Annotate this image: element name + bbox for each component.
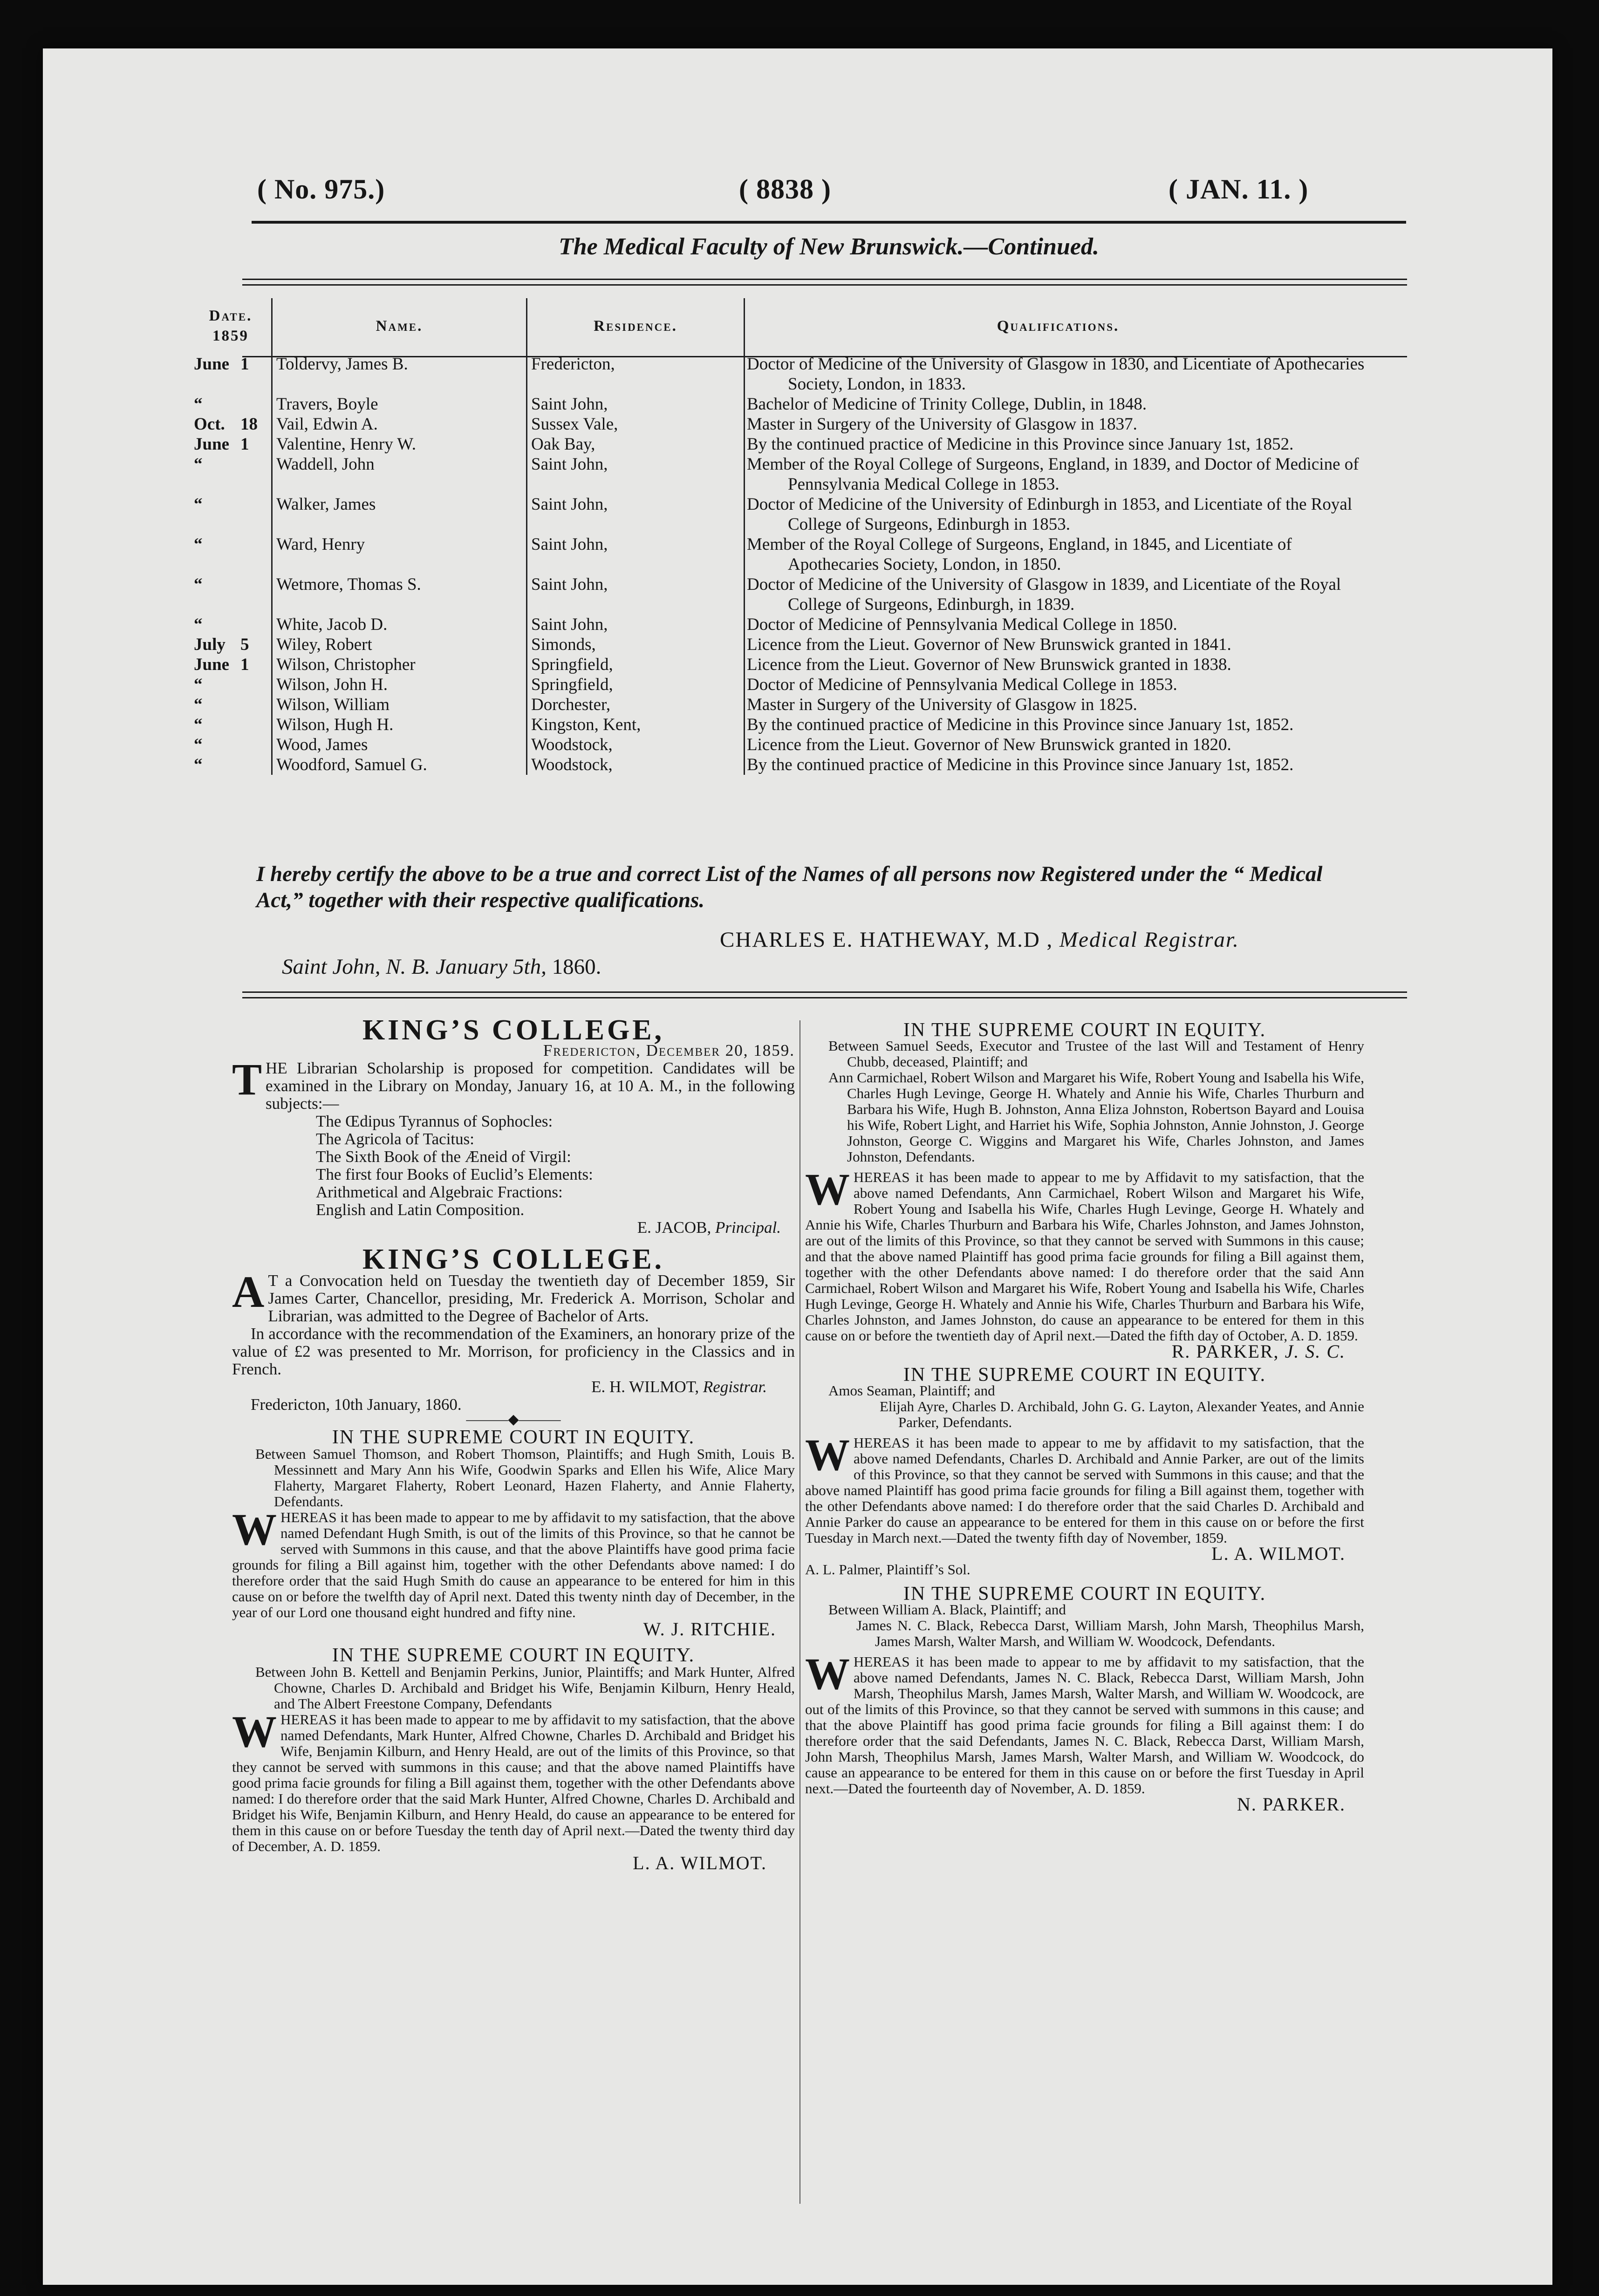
date-day: 1 — [240, 655, 249, 674]
cell-name: Wetmore, Thomas S. — [272, 574, 527, 615]
col-residence: Residence. — [527, 298, 745, 354]
cell-qualifications: Member of the Royal College of Surgeons, England, in 1845, and Licentiate of Apothecaries Society, London, in 1850. — [745, 534, 1372, 574]
equity-parties-4b: Elijah Ayre, Charles D. Archibald, John G. G. Layton, Alexander Yeates, and Annie Parker, Defendants. — [880, 1398, 1364, 1430]
registry-table — [190, 298, 1371, 775]
cell-name: Ward, Henry — [272, 534, 527, 574]
table-row — [190, 574, 1371, 615]
table-row — [190, 675, 1371, 695]
equity-signer-title-3: J. S. C. — [1285, 1341, 1346, 1362]
cell-name: Vail, Edwin A. — [272, 414, 527, 434]
date-day: 18 — [240, 415, 258, 434]
date-month: “ — [194, 755, 203, 774]
equity-body-4: HEREAS it has been made to appear to me by affidavit to my satisfaction, that the above named Defendants, Charles D. Archibald and Annie Parker, are out of the limits of this Province, so that they cannot be served with Summons in this cause; and that the above named Plaintiff has good prima facie grounds for filing a Bill against them, together with the other Defendants above named: I do therefore order that the said Charles D. Archibald and Annie Parker do cause an appearance to be entered for them in this cause on or before the first Tuesday in March next.—Dated the twenty fifth day of November, 1859. — [805, 1435, 1364, 1546]
subject-item: The first four Books of Euclid’s Elements: — [316, 1165, 593, 1183]
cell-date — [190, 534, 272, 574]
cell-residence: Springfield, — [527, 675, 745, 695]
principal-title: Principal. — [715, 1218, 781, 1237]
equity-signature-4: L. A. WILMOT. — [1211, 1543, 1346, 1564]
section-rule-2 — [242, 997, 1407, 998]
date-month: Oct. — [194, 415, 225, 434]
equity-title-1: IN THE SUPREME COURT IN EQUITY. — [332, 1427, 695, 1448]
cell-name: Travers, Boyle — [272, 394, 527, 414]
page-title: The Medical Faculty of New Brunswick.—Continued. — [559, 233, 1099, 260]
date-day: 1 — [240, 355, 249, 374]
section-rule — [242, 991, 1407, 993]
cell-residence: Simonds, — [527, 635, 745, 655]
cell-qualifications: Member of the Royal College of Surgeons, England, in 1839, and Doctor of Medicine of Pennsylvania Medical College in 1853. — [745, 454, 1372, 494]
table-row — [190, 695, 1371, 715]
cell-residence: Saint John, — [527, 394, 745, 414]
subject-item: Arithmetical and Algebraic Fractions: — [316, 1183, 563, 1201]
cell-qualifications: Doctor of Medicine of the University of Glasgow in 1830, and Licentiate of Apothecaries Society, London, in 1833. — [745, 354, 1372, 394]
dropcap: W — [232, 1504, 277, 1554]
cell-residence: Oak Bay, — [527, 434, 745, 454]
scholarship-notice — [232, 1054, 795, 1113]
cell-date — [190, 715, 272, 735]
cell-residence: Sussex Vale, — [527, 414, 745, 434]
date-month: “ — [194, 675, 203, 694]
equity-signer-3: R. PARKER, — [1171, 1341, 1279, 1362]
cell-name: Walker, James — [272, 494, 527, 534]
cell-qualifications: Doctor of Medicine of the University of Edinburgh in 1853, and Licentiate of the Royal College of Surgeons, Edinburgh in 1853. — [745, 494, 1372, 534]
page-number: ( 8838 ) — [739, 174, 831, 205]
date-day: 5 — [240, 635, 249, 654]
kings-college-dateline: Fredericton, December 20, 1859. — [543, 1041, 795, 1059]
cell-name: Valentine, Henry W. — [272, 434, 527, 454]
cell-name: Wilson, Christopher — [272, 655, 527, 675]
col-date: Date. 1859 — [209, 308, 253, 344]
right-column — [805, 1019, 1364, 1815]
cell-date — [190, 755, 272, 775]
cell-name: Wood, James — [272, 735, 527, 755]
cell-residence: Saint John, — [527, 574, 745, 615]
cell-residence: Woodstock, — [527, 735, 745, 755]
equity-signature-1: W. J. RITCHIE. — [643, 1619, 776, 1640]
cell-name: Wilson, Hugh H. — [272, 715, 527, 735]
issue-date: ( JAN. 11. ) — [1168, 174, 1309, 205]
cell-qualifications: By the continued practice of Medicine in this Province since January 1st, 1852. — [745, 715, 1372, 735]
cell-name: Wilson, William — [272, 695, 527, 715]
equity-signature-5: N. PARKER. — [1237, 1794, 1346, 1815]
table-row — [190, 735, 1371, 755]
cell-qualifications: Licence from the Lieut. Governor of New Brunswick granted in 1838. — [745, 655, 1372, 675]
cell-residence: Kingston, Kent, — [527, 715, 745, 735]
cell-date — [190, 354, 272, 394]
date-month: June — [194, 355, 230, 374]
equity-notice-5 — [805, 1649, 1364, 1797]
subject-list — [232, 1113, 795, 1219]
date-month: July — [194, 635, 226, 654]
cell-name: White, Jacob D. — [272, 615, 527, 635]
date-month: “ — [194, 575, 203, 594]
cell-residence: Saint John, — [527, 494, 745, 534]
cell-date — [190, 635, 272, 655]
equity-parties-5a: Between William A. Black, Plaintiff; and — [828, 1601, 1066, 1618]
equity-notice-2 — [232, 1707, 795, 1854]
kings-college-title: KING’S COLLEGE, — [362, 1014, 665, 1046]
equity-parties-3b: Ann Carmichael, Robert Wilson and Margaret his Wife, Robert Young and Isabella his Wife, Charles Hugh Levinge, George H. Whately and Annie his Wife, Charles Thurburn and Barbara his Wife, Hugh B. Johnston, Anna Eliza Johnston, Robertson Bayard and Louisa his Wife, Robert Light, and Harriet his Wife, Sophia Johnston, Annie Johnston, J. George Johnston, George C. Wiggins and Margaret his Wife, Charles Johnston, and James Johnston, Defendants. — [828, 1069, 1364, 1165]
subject-item: The Sixth Book of the Æneid of Virgil: — [316, 1148, 571, 1166]
table-row — [190, 494, 1371, 534]
col-name: Name. — [272, 298, 527, 354]
cell-qualifications: Bachelor of Medicine of Trinity College, Dublin, in 1848. — [745, 394, 1372, 414]
kc-dateline: Fredericton, 10th January, 1860. — [251, 1395, 462, 1414]
table-row — [190, 635, 1371, 655]
certification-date — [282, 954, 601, 979]
cell-qualifications: Licence from the Lieut. Governor of New Brunswick granted in 1820. — [745, 735, 1372, 755]
date-month: “ — [194, 695, 203, 714]
cell-residence: Dorchester, — [527, 695, 745, 715]
date-month: “ — [194, 715, 203, 734]
col-qualifications: Qualifications. — [745, 298, 1372, 354]
dropcap: W — [805, 1430, 850, 1480]
cell-date — [190, 494, 272, 534]
equity-body-2: HEREAS it has been made to appear to me by affidavit to my satisfaction, that the above named Defendants, Mark Hunter, Alfred Chowne, Charles D. Archibald and Bridget his Wife, Benjamin Kilburn, and Henry Heald, are out of the limits of this Province, so that they cannot be served with summons in this cause; and that the above named Plaintiffs have good prima facie grounds for filing a Bill against them, together with the other Defendants above named: I do therefore order that the said Mark Hunter, Alfred Chowne, Charles D. Archibald and Bridget his Wife, Benjamin Kilburn, and Henry Heald, do cause an appearance to be entered for them in this cause on or before Tuesday the tenth day of April next.—Dated the twenty third day of December, A. D. 1859. — [232, 1711, 795, 1854]
equity-parties-4a: Amos Seaman, Plaintiff; and — [828, 1382, 995, 1399]
cell-qualifications: Master in Surgery of the University of Glasgow in 1825. — [745, 695, 1372, 715]
cell-name: Wiley, Robert — [272, 635, 527, 655]
table-row — [190, 715, 1371, 735]
table-row — [190, 434, 1371, 454]
equity-title-5: IN THE SUPREME COURT IN EQUITY. — [903, 1583, 1266, 1605]
cell-residence: Saint John, — [527, 615, 745, 635]
cell-date — [190, 454, 272, 494]
registrar-signature — [720, 927, 1239, 952]
certification-place-date: Saint John, N. B. January 5th, — [282, 955, 547, 979]
equity-body-3: HEREAS it has been made to appear to me by Affidavit to my satisfaction, that the above named Defendants, Ann Carmichael, Robert Wilson and Margaret his Wife, Robert Young and Isabella his Wife, Charles Hugh Levinge, George H. Whately and Annie his Wife, Charles Thurburn and Barbara his Wife, Charles Johnston, and James Johnston, are out of the limits of this Province, so that they cannot be served with Summons in this cause; and that the above named Plaintiff has good prima facie grounds for filing a Bill against them, together with the other Defendants above named: I do therefore order that the said Ann Carmichael, Robert Wilson and Margaret his Wife, Robert Young and Isabella his Wife, Charles Hugh Levinge, George H. Whately and Annie his Wife, Charles Thurburn and Barbara his Wife, Charles Johnston, and James Johnston, do cause an appearance to be entered for them in this cause on or before the twentieth day of April next.—Dated the fifth day of October, A. D. 1859. — [805, 1169, 1364, 1344]
cell-name: Toldervy, James B. — [272, 354, 527, 394]
cell-qualifications: By the continued practice of Medicine in this Province since January 1st, 1852. — [745, 755, 1372, 775]
convocation-notice — [232, 1267, 795, 1325]
convocation-body: T a Convocation held on Tuesday the twentieth day of December 1859, Sir James Carter, Chancellor, presiding, Mr. Frederick A. Morrison, Scholar and Librarian, was admitted to the Degree of Bachelor of Arts. — [268, 1271, 795, 1325]
equity-solicitor-4: A. L. Palmer, Plaintiff’s Sol. — [805, 1561, 970, 1578]
left-column — [232, 1014, 795, 1873]
cell-date — [190, 414, 272, 434]
table-row — [190, 655, 1371, 675]
certification-text: I hereby certify the above to be a true and correct List of the Names of all persons now Registered under the “ Medical Act,” together with their respective qualifications. — [256, 862, 1323, 912]
cell-date — [190, 434, 272, 454]
cell-qualifications: Master in Surgery of the University of Glasgow in 1837. — [745, 414, 1372, 434]
cell-qualifications: Doctor of Medicine of the University of Glasgow in 1839, and Licentiate of the Royal College of Surgeons, Edinburgh, in 1839. — [745, 574, 1372, 615]
date-day: 1 — [240, 435, 249, 454]
table-row — [190, 414, 1371, 434]
table-top-rule-2 — [242, 284, 1407, 286]
table-top-rule — [242, 279, 1407, 280]
equity-body-1: HEREAS it has been made to appear to me by affidavit to my satisfaction, that the above named Defendant Hugh Smith, is out of the limits of this Province, so that he cannot be served with Summons in this cause, and that the above Plaintiffs have good prima facie grounds for filing a Bill against him, together with the other Defendants above named: I do therefore order that the said Hugh Smith do cause an appearance to be entered for him in this cause on or before the twelfth day of April next. Dated this twenty ninth day of December, in the year of our Lord one thousand eight hundred and fifty nine. — [232, 1509, 795, 1620]
cell-name: Wilson, John H. — [272, 675, 527, 695]
cell-date — [190, 675, 272, 695]
cell-residence: Saint John, — [527, 534, 745, 574]
dropcap: W — [805, 1649, 850, 1699]
cell-date — [190, 735, 272, 755]
date-month: “ — [194, 395, 203, 414]
table-row — [190, 354, 1371, 394]
table-header-row — [190, 298, 1371, 354]
kings-college-title-2: KING’S COLLEGE. — [362, 1244, 665, 1275]
ornament-divider: ———◆——— — [466, 1412, 561, 1427]
cell-qualifications: By the continued practice of Medicine in this Province since January 1st, 1852. — [745, 434, 1372, 454]
scholarship-body: HE Librarian Scholarship is proposed for competition. Candidates will be examined in the Library on Monday, January 16, at 10 A. M., in the following subjects:— — [266, 1059, 795, 1113]
prize-notice: In accordance with the recommendation of the Examiners, an honorary prize of the value of £2 was presented to Mr. Morrison, for proficiency in the Classics and in French. — [232, 1325, 795, 1378]
equity-parties-5b: James N. C. Black, Rebecca Darst, William Marsh, John Marsh, Theophilus Marsh, James Marsh, Walter Marsh, and William W. Woodcock, Defendants. — [856, 1617, 1364, 1649]
cell-date — [190, 615, 272, 635]
registrar-title: Medical Registrar. — [1059, 928, 1239, 952]
table-row — [190, 615, 1371, 635]
date-month: “ — [194, 535, 203, 554]
table-row — [190, 394, 1371, 414]
date-month: June — [194, 435, 230, 454]
equity-notice-4 — [805, 1430, 1364, 1546]
cell-date — [190, 655, 272, 675]
date-month: “ — [194, 735, 203, 754]
dropcap: W — [232, 1707, 277, 1756]
equity-notice-3 — [805, 1164, 1364, 1344]
subject-item: The Œdipus Tyrannus of Sophocles: — [316, 1112, 553, 1130]
issue-number: ( No. 975.) — [257, 174, 385, 205]
cell-name: Woodford, Samuel G. — [272, 755, 527, 775]
cell-residence: Woodstock, — [527, 755, 745, 775]
cell-name: Waddell, John — [272, 454, 527, 494]
equity-notice-1 — [232, 1504, 795, 1620]
dropcap: A — [232, 1267, 265, 1317]
cell-date — [190, 574, 272, 615]
header-rule — [252, 221, 1406, 224]
cell-date — [190, 394, 272, 414]
equity-signature-3 — [805, 1341, 1346, 1362]
equity-signature-2: L. A. WILMOT. — [633, 1852, 767, 1873]
subject-item: The Agricola of Tacitus: — [316, 1130, 475, 1148]
date-month: “ — [194, 615, 203, 634]
equity-title-4: IN THE SUPREME COURT IN EQUITY. — [903, 1364, 1266, 1386]
cell-qualifications: Licence from the Lieut. Governor of New Brunswick granted in 1841. — [745, 635, 1372, 655]
equity-parties-2: Between John B. Kettell and Benjamin Perkins, Junior, Plaintiffs; and Mark Hunter, Alfred Chowne, Charles D. Archibald and Bridget his Wife, Benjamin Kilburn, Henry Heald, and The Albert Freestone Company, Defendants — [255, 1664, 795, 1712]
dropcap: T — [232, 1054, 262, 1104]
equity-body-5: HEREAS it has been made to appear to me by affidavit to my satisfaction, that the above named Defendants, James N. C. Black, Rebecca Darst, William Marsh, John Marsh, Theophilus Marsh, James Marsh, Walter Marsh, and William W. Woodcock, are out of the limits of this Province, so that they cannot be served with summons in this cause; and that the above Plaintiff has good prima facie grounds for filing a Bill against them: I do therefore order that the said Defendants, James N. C. Black, Rebecca Darst, William Marsh, John Marsh, Theophilus Marsh, James Marsh, Walter Marsh, and William W. Woodcock, do cause an appearance to be entered for them in this cause on or before the first Tuesday in April next.—Dated the fourteenth day of November, A. D. 1859. — [805, 1654, 1364, 1797]
registrar-name: CHARLES E. HATHEWAY, M.D , — [720, 928, 1053, 952]
equity-title-2: IN THE SUPREME COURT IN EQUITY. — [332, 1645, 695, 1666]
cell-residence: Saint John, — [527, 454, 745, 494]
table-row — [190, 454, 1371, 494]
dropcap: W — [805, 1164, 850, 1214]
principal-name: E. JACOB, — [637, 1218, 711, 1237]
cell-residence: Fredericton, — [527, 354, 745, 394]
kc-registrar-title: Registrar. — [703, 1378, 767, 1396]
cell-date — [190, 695, 272, 715]
date-month: June — [194, 655, 230, 674]
equity-parties-1: Between Samuel Thomson, and Robert Thomson, Plaintiffs; and Hugh Smith, Louis B. Messinnett and Mary Ann his Wife, Goodwin Sparks and Ellen his Wife, Alice Mary Flaherty, Margaret Flaherty, Robert Leonard, Hazen Flaherty, and Annie Flaherty, Defendants. — [255, 1446, 795, 1510]
kc-registrar-name: E. H. WILMOT, — [591, 1378, 699, 1396]
date-month: “ — [194, 495, 203, 514]
table-row — [190, 534, 1371, 574]
certification-year: 1860. — [552, 955, 601, 979]
cell-qualifications: Doctor of Medicine of Pennsylvania Medical College in 1853. — [745, 675, 1372, 695]
principal-signature — [232, 1219, 781, 1237]
table-row — [190, 755, 1371, 775]
cell-residence: Springfield, — [527, 655, 745, 675]
cell-qualifications: Doctor of Medicine of Pennsylvania Medical College in 1850. — [745, 615, 1372, 635]
registrar-signature-kc — [232, 1378, 767, 1396]
subject-item: English and Latin Composition. — [316, 1201, 525, 1219]
equity-title-3: IN THE SUPREME COURT IN EQUITY. — [903, 1019, 1266, 1041]
equity-parties-3a: Between Samuel Seeds, Executor and Trustee of the last Will and Testament of Henry Chubb, deceased, Plaintiff; and — [828, 1038, 1364, 1070]
date-month: “ — [194, 455, 203, 474]
